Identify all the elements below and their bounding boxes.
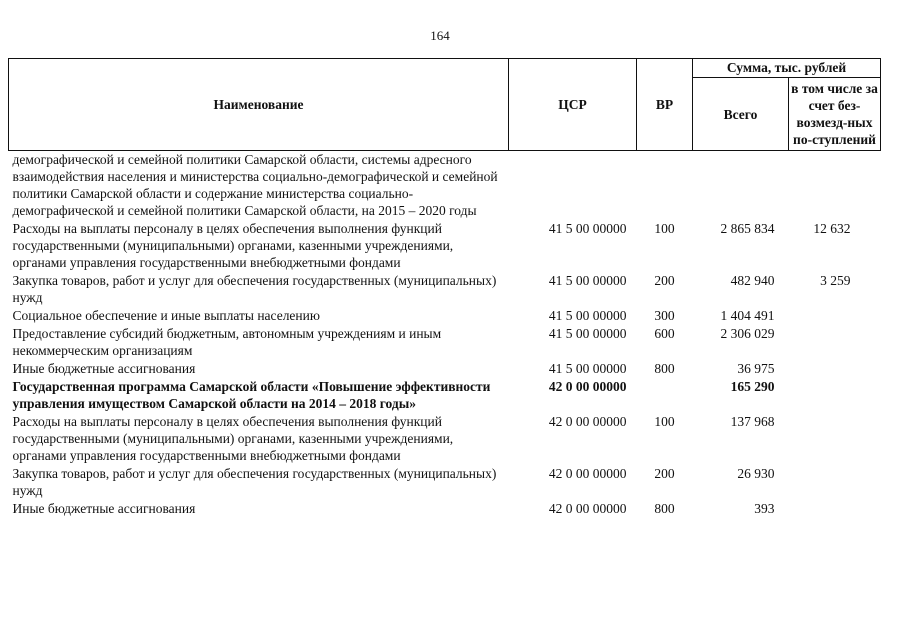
row-name: Социальное обеспечение и иные выплаты населению	[12, 308, 320, 323]
row-total: 482 940	[730, 273, 775, 288]
row-free-receipts: 3 259	[820, 273, 851, 288]
row-name: Закупка товаров, работ и услуг для обеспечения государственных (муниципальных) нужд	[12, 466, 497, 498]
table-row	[9, 306, 881, 324]
table-row	[9, 359, 881, 377]
table-header	[9, 59, 881, 151]
row-csr: 41 5 00 00000	[548, 326, 627, 341]
row-total: 36 975	[737, 361, 775, 376]
row-name: Иные бюджетные ассигнования	[12, 361, 196, 376]
row-name: Расходы на выплаты персоналу в целях обеспечения выполнения функций государственными (муниципальными) органами, казенными учреждениями, органами управления государственными внебюджетными фондами	[12, 414, 454, 463]
header-name: Наименование	[9, 59, 509, 151]
table-row	[9, 271, 881, 306]
row-vr: 100	[654, 414, 675, 429]
row-csr: 41 5 00 00000	[548, 221, 627, 236]
row-free-receipts	[789, 499, 881, 517]
row-vr: 300	[654, 308, 675, 323]
row-csr: 41 5 00 00000	[548, 308, 627, 323]
table-row	[9, 324, 881, 359]
row-free-receipts	[789, 359, 881, 377]
row-total: 26 930	[737, 466, 775, 481]
row-free-receipts	[789, 464, 881, 499]
row-vr: 200	[654, 466, 675, 481]
row-free-receipts	[789, 151, 881, 220]
table-row	[9, 377, 881, 412]
row-vr	[637, 151, 693, 220]
header-sum: Сумма, тыс. рублей	[693, 59, 881, 78]
row-csr: 42 0 00 00000	[548, 501, 627, 516]
table-row	[9, 499, 881, 517]
row-csr: 42 0 00 00000	[548, 466, 627, 481]
row-name: Предоставление субсидий бюджетным, автономным учреждениям и иным некоммерческим организациям	[12, 326, 442, 358]
row-free-receipts	[789, 324, 881, 359]
row-vr	[637, 377, 693, 412]
row-total: 2 306 029	[720, 326, 775, 341]
header-total: Всего	[693, 78, 789, 151]
row-name: демографической и семейной политики Самарской области, системы адресного взаимодействия населения и министерства социально-демографической и семейной политики Самарской области и содержание министерства социально-демографической и семейной политики Самарской области, на 2015 – 2020 годы	[12, 152, 498, 218]
page-number: 164	[430, 28, 450, 43]
row-free-receipts	[789, 412, 881, 464]
row-csr: 41 5 00 00000	[548, 273, 627, 288]
row-total: 2 865 834	[720, 221, 775, 236]
row-csr: 41 5 00 00000	[548, 361, 627, 376]
row-vr: 200	[654, 273, 675, 288]
row-vr: 100	[654, 221, 675, 236]
header-vr: ВР	[637, 59, 693, 151]
row-free-receipts	[789, 377, 881, 412]
row-free-receipts	[789, 306, 881, 324]
row-csr: 42 0 00 00000	[548, 414, 627, 429]
table-row	[9, 219, 881, 271]
row-csr	[509, 151, 637, 220]
row-vr: 800	[654, 361, 675, 376]
row-total: 137 968	[730, 414, 775, 429]
table-body	[9, 151, 881, 518]
row-free-receipts: 12 632	[813, 221, 851, 236]
row-csr: 42 0 00 00000	[548, 379, 627, 394]
row-total: 165 290	[730, 379, 775, 394]
row-name: Закупка товаров, работ и услуг для обеспечения государственных (муниципальных) нужд	[12, 273, 497, 305]
table-row	[9, 464, 881, 499]
row-total: 1 404 491	[720, 308, 775, 323]
table-row	[9, 151, 881, 220]
row-name: Государственная программа Самарской области «Повышение эффективности управления имуществом Самарской области на 2014 – 2018 годы»	[12, 379, 491, 411]
table-row	[9, 412, 881, 464]
budget-table	[8, 58, 881, 517]
row-name: Расходы на выплаты персоналу в целях обеспечения выполнения функций государственными (муниципальными) органами, казенными учреждениями, органами управления государственными внебюджетными фондами	[12, 221, 454, 270]
header-free-receipts: в том числе за счет без-возмезд-ных по-ступлений	[789, 78, 881, 151]
row-vr: 800	[654, 501, 675, 516]
row-total	[693, 151, 789, 220]
row-total: 393	[754, 501, 775, 516]
header-csr: ЦСР	[509, 59, 637, 151]
row-vr: 600	[654, 326, 675, 341]
row-name: Иные бюджетные ассигнования	[12, 501, 196, 516]
